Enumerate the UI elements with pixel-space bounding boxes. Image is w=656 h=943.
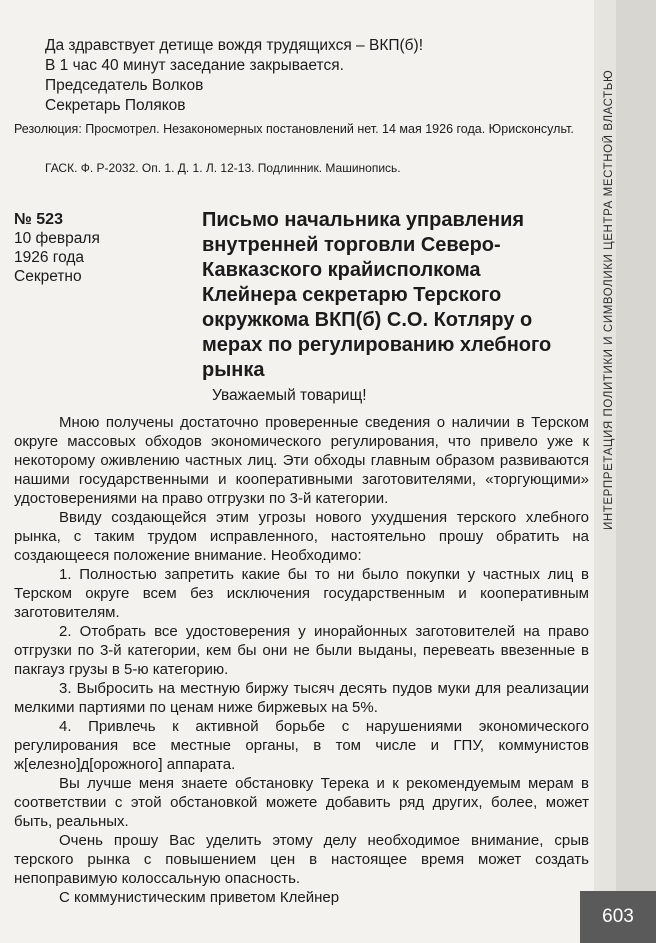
paragraph: Мною получены достаточно проверенные сведения о наличии в Терском округе массовых обходов экономического регулирования, что привело уже к некоторому оживлению частных лиц. Эти обходы главным образом развиваются нашими государственными и кооперативными заготовителями, «торгующими» удостоверениями на право отгрузки по 3-й категории. xyxy=(14,414,589,507)
document-meta xyxy=(14,210,184,286)
signature-line: С коммунистическим приветом Клейнер xyxy=(59,889,340,906)
closing-line: Секретарь Поляков xyxy=(45,97,186,114)
document-date: 10 февраля xyxy=(14,230,100,247)
document-number: № 523 xyxy=(14,211,63,228)
closing-line: В 1 час 40 минут заседание закрывается. xyxy=(45,57,344,74)
resolution-note: Резолюция: Просмотрел. Незакономерных постановлений нет. 14 мая 1926 года. Юрисконсульт. xyxy=(14,122,574,136)
paragraph: 3. Выбросить на местную биржу тысяч десять пудов муки для реализации мелкими партиями по ценам ниже биржевых на 5%. xyxy=(14,680,589,716)
archive-reference: ГАСК. Ф. Р-2032. Оп. 1. Д. 1. Л. 12-13. Подлинник. Машинопись. xyxy=(45,161,401,175)
paragraph: 4. Привлечь к активной борьбе с нарушениями экономического регулирования все местные органы, в том числе и ГПУ, коммунистов ж[елезно]д[орожного] аппарата. xyxy=(14,718,589,773)
document-title: Письмо начальника управления внутренней торговли Северо-Кавказского крайисполкома Клейнера секретарю Терского окружкома ВКП(б) С.О. Котляру о мерах по регулированию хлебного рынка xyxy=(202,209,552,381)
running-head: ИНТЕРПРЕТАЦИЯ ПОЛИТИКИ И СИМВОЛИКИ ЦЕНТРА МЕСТНОЙ ВЛАСТЬЮ xyxy=(603,69,615,530)
closing-line: Да здравствует детище вождя трудящихся – ВКП(б)! xyxy=(45,37,423,54)
salutation: Уважаемый товарищ! xyxy=(212,387,367,404)
closing-line: Председатель Волков xyxy=(45,77,204,94)
paragraph: Ввиду создающейся этим угрозы нового ухудшения терского хлебного рынка, с таким трудом исправленного, настоятельно прошу обратить на создающееся положение внимание. Необходимо: xyxy=(14,509,589,564)
letter-body xyxy=(14,413,589,907)
page-number: 603 xyxy=(580,891,656,943)
paragraph: 2. Отобрать все удостоверения у инорайонных заготовителей на право отгрузки по 3-й категории, кем бы они не были выданы, перевеать ввезенные в пакгауз грузы в 5-ю категорию. xyxy=(14,623,589,678)
paragraph: Очень прошу Вас уделить этому делу необходимое внимание, срыв терского рынка с повышением цен в настоящее время может создать непоправимую колоссальную опасность. xyxy=(14,832,589,887)
document-classification: Секретно xyxy=(14,268,82,285)
previous-document-closing xyxy=(45,36,575,116)
paragraph: 1. Полностью запретить какие бы то ни было покупки у частных лиц в Терском округе всем без исключения государственным и кооперативным заготовителям. xyxy=(14,566,589,621)
document-year: 1926 года xyxy=(14,249,85,266)
paragraph: Вы лучше меня знаете обстановку Терека и к рекомендуемым мерам в соответствии с этой обстановкой можете добавить ряд других, более, может быть, реальных. xyxy=(14,775,589,830)
